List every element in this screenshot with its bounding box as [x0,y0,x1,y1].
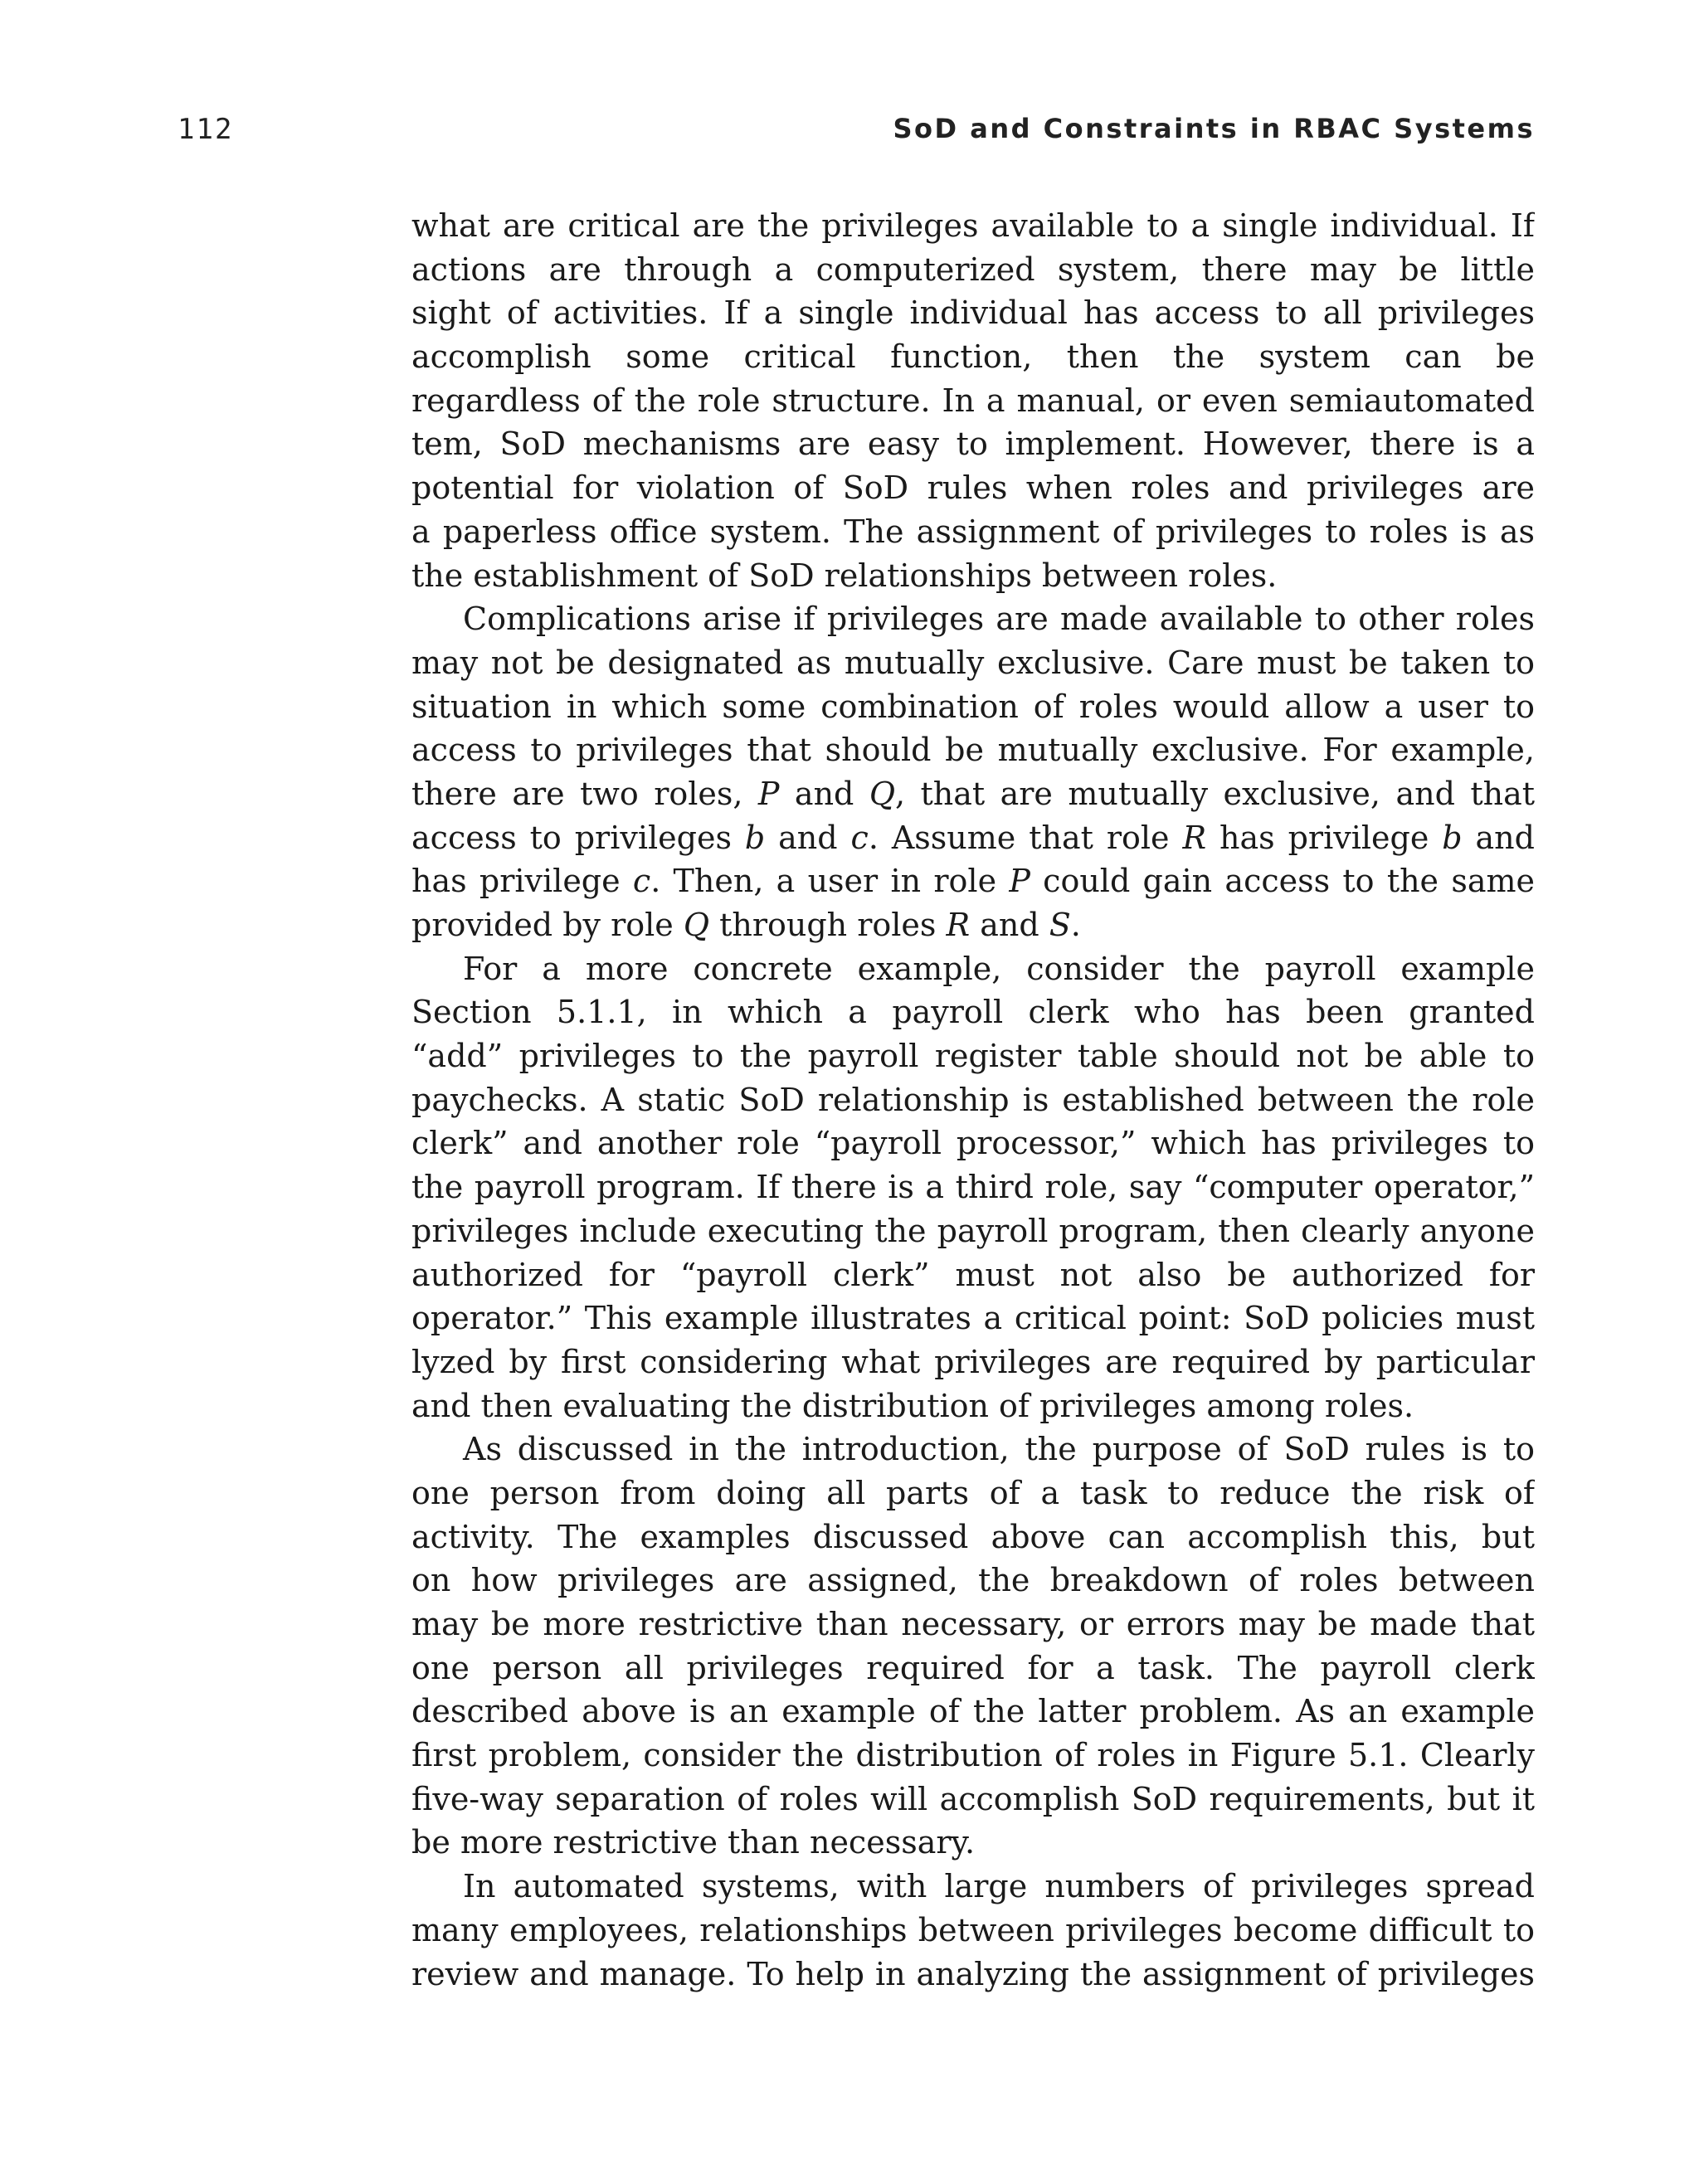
text-line: review and manage. To help in analyzing the assignment of privileges [411,1955,1535,1992]
text-line: “add” privileges to the payroll register table should not be able to [411,1038,1535,1075]
text-run-italic: P [757,775,780,812]
text-run: . Then, a user in role [650,863,1010,900]
text-run: access to privileges [411,819,745,856]
text-run-italic: P [1009,863,1030,900]
text-line [411,772,1535,816]
text-line: tem, SoD mechanisms are easy to implement. However, there is a [411,426,1535,463]
text-line [411,903,1535,947]
text-line: be more restrictive than necessary. [411,1824,976,1861]
text-line: first problem, consider the distribution of roles in Figure 5.1. Clearly [411,1737,1535,1774]
text-line: Complications arise if privileges are made available to other roles [463,601,1535,638]
text-run: and [1475,819,1535,856]
text-run-italic: b [744,819,766,856]
text-line: clerk” and another role “payroll processor,” which has privileges to [411,1125,1535,1162]
text-run-italic: R [946,907,971,943]
text-line [411,816,1535,860]
text-run: has privilege [1206,819,1443,856]
text-run-italic: c [850,819,869,856]
text-line: As discussed in the introduction, the purpose of SoD rules is to [463,1431,1535,1468]
text-line: may not be designated as mutually exclusive. Care must be taken to [411,644,1535,681]
text-line: lyzed by first considering what privileges are required by particular [411,1343,1535,1380]
text-line: paychecks. A static SoD relationship is established between the role [411,1081,1535,1118]
paragraph [411,1428,1535,1865]
text-line [411,859,1535,903]
text-line: Section 5.1.1, in which a payroll clerk who has been granted [411,994,1535,1031]
text-line: operator.” This example illustrates a critical point: SoD policies must [411,1300,1535,1337]
text-line: the establishment of SoD relationships between roles. [411,557,1278,594]
text-line: situation in which some combination of roles would allow a user to [411,688,1535,725]
text-run: , that are mutually exclusive, and that [894,775,1535,812]
text-line: one person from doing all parts of a task to reduce the risk of [411,1474,1535,1511]
text-run-italic: Q [869,775,895,812]
body-text [411,204,1535,1996]
text-line: accomplish some critical function, then the system can be [411,338,1535,376]
text-line: may be more restrictive than necessary, or errors may be made that [411,1606,1535,1642]
text-run: could gain access to the same [1043,863,1535,900]
text-line: the payroll program. If there is a third role, say “computer operator,” [411,1169,1535,1206]
text-run: has privilege [411,863,633,900]
text-line: a paperless office system. The assignment of privileges to roles is as [411,513,1535,550]
text-run-italic: S [1049,907,1071,943]
text-line: privileges include executing the payroll program, then clearly anyone [411,1212,1535,1249]
text-run-italic: b [1442,819,1463,856]
text-line: In automated systems, with large numbers of privileges spread [463,1868,1535,1905]
text-line: many employees, relationships between privileges become difficult to [411,1911,1535,1948]
text-line: authorized for “payroll clerk” must not also be authorized for [411,1256,1535,1293]
text-run: . Assume that role [868,819,1183,856]
text-line: what are critical are the privileges available to a single individual. If [411,207,1535,244]
text-line: access to privileges that should be mutually exclusive. For example, [411,732,1535,769]
text-run: there are two roles, [411,775,758,812]
text-line: actions are through a computerized system, there may be little [411,251,1535,288]
text-run: and [765,819,851,856]
paragraph [411,1865,1535,1996]
text-line: on how privileges are assigned, the breakdown of roles between [411,1562,1535,1599]
text-run-italic: R [1182,819,1207,856]
text-line: and then evaluating the distribution of privileges among roles. [411,1387,1414,1424]
text-line: regardless of the role structure. In a manual, or even semiautomated [411,382,1535,419]
page-header [178,113,1535,163]
paragraph [411,204,1535,597]
text-line: potential for violation of SoD rules when roles and privileges are [411,469,1535,507]
text-run: provided by role [411,907,684,943]
text-line: activity. The examples discussed above can accomplish this, but [411,1518,1535,1555]
page-number: 112 [178,113,234,146]
text-run: and [970,907,1049,943]
paragraph [411,947,1535,1428]
text-run-italic: Q [683,907,709,943]
text-run: and [779,775,869,812]
paragraph [411,597,1535,947]
text-line: described above is an example of the latter problem. As an example [411,1693,1535,1730]
text-run: . [1070,907,1081,943]
text-line: sight of activities. If a single individual has access to all privileges [411,294,1535,332]
text-run: through roles [709,907,947,943]
text-line: For a more concrete example, consider the payroll example [463,950,1535,987]
text-line: five-way separation of roles will accomplish SoD requirements, but it [411,1780,1535,1817]
text-run-italic: c [632,863,651,900]
running-head: SoD and Constraints in RBAC Systems [893,113,1535,144]
text-line: one person all privileges required for a task. The payroll clerk [411,1649,1535,1686]
